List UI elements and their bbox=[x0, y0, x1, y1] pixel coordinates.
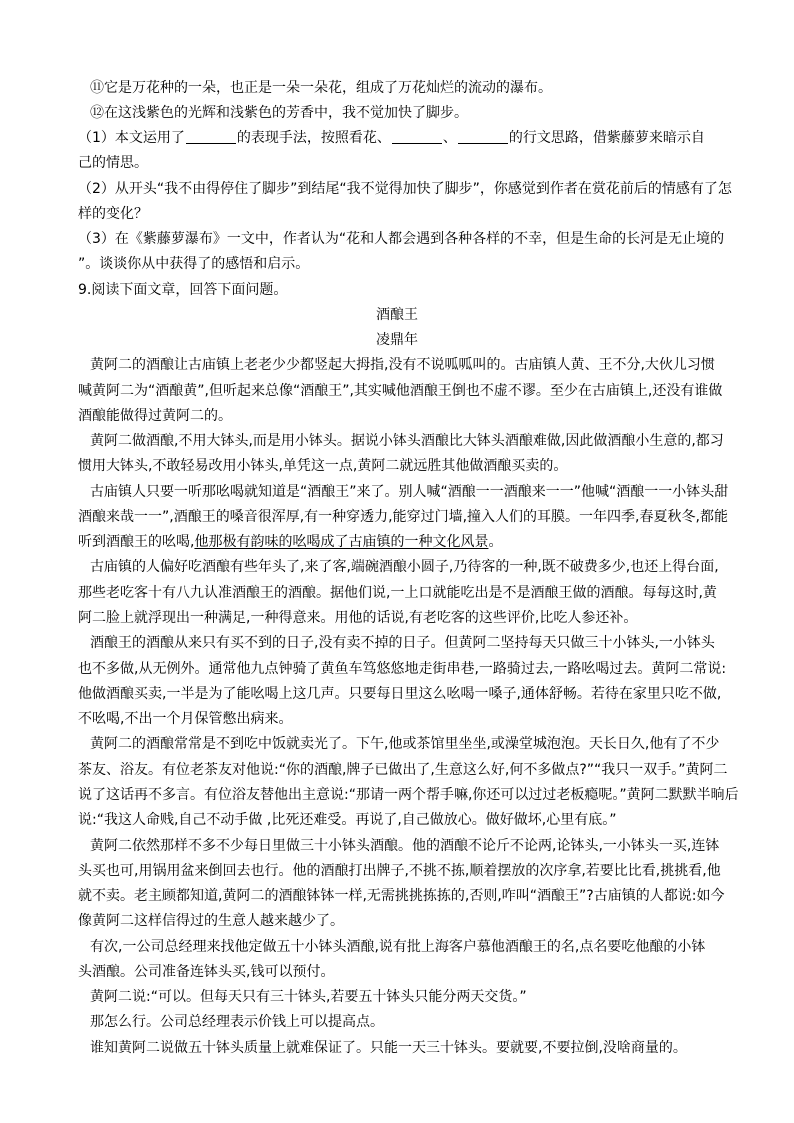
question-9-prompt: 9.阅读下面文章，回答下面问题。 bbox=[78, 282, 288, 298]
article-para-2-line: 黄阿二做酒酿,不用大钵头,而是用小钵头。据说小钵头酒酿比大钵头酒酿难做,因此做酒酿小生意的,都习 bbox=[90, 433, 724, 449]
question-8-1-text-a: （1）本文运用了 bbox=[78, 130, 185, 146]
question-8-1-text-d: 的行文思路，借紫藤萝来暗示自 bbox=[508, 130, 705, 146]
paragraph-11: ⑪它是万花种的一朵，也正是一朵一朵花，组成了万花灿烂的流动的瀑布。 bbox=[90, 80, 552, 96]
article-para-3-period: 。 bbox=[488, 534, 503, 550]
article-para-7-line: 就不卖。老主顾都知道,黄阿二的酒酿钵钵一样,无需挑挑拣拣的,否则,咋叫“酒酿王”?古庙镇的人都说:如今 bbox=[78, 888, 725, 904]
article-para-4-line: 阿二脸上就浮现出一种满足,一种得意来。用他的话说,有老吃客的这些评价,比吃人参还补。 bbox=[78, 610, 638, 626]
question-8-3-line-1: （3）在《紫藤萝瀑布》一文中，作者认为“花和人都会遇到各种各样的不幸，但是生命的长河是无止境的 bbox=[78, 231, 725, 247]
article-para-8-line: 头酒酿。公司准备连钵头买,钱可以预付。 bbox=[78, 964, 335, 980]
article-para-8-line: 有次,一公司总经理来找他定做五十小钵头酒酿,说有批上海客户慕他酒酿王的名,点名要吃他酿的小钵 bbox=[90, 939, 706, 955]
article-para-3-last-line bbox=[78, 533, 502, 551]
article-para-7-line: 像黄阿二这样信得过的生意人越来越少了。 bbox=[78, 913, 344, 929]
article-para-5-line: 他做酒酿买卖,一半是为了能吆喝上这几声。只要每日里这么吆喝一嗓子,通体舒畅。若待在家里只吃不做, bbox=[78, 686, 722, 702]
article-para-10: 那怎么行。公司总经理表示价钱上可以提高点。 bbox=[90, 1014, 384, 1030]
article-para-5-line: 酒酿王的酒酿从来只有买不到的日子,没有卖不掉的日子。但黄阿二坚持每天只做三十小钵头,一小钵头 bbox=[90, 635, 715, 651]
article-para-2-line: 惯用大钵头,不敢轻易改用小钵头,单凭这一点,黄阿二就远胜其他做酒酿买卖的。 bbox=[78, 458, 568, 474]
answer-blank-2[interactable] bbox=[392, 129, 442, 144]
question-8-1-line-2: 己的情思。 bbox=[78, 155, 148, 171]
question-8-1-text-c: 、 bbox=[442, 130, 457, 146]
paragraph-12: ⑫在这浅紫色的光辉和浅紫色的芳香中，我不觉加快了脚步。 bbox=[90, 105, 468, 121]
article-para-3-line: 酒酿来哉一一”,酒酿王的嗓音很浑厚,有一种穿透力,能穿过门墙,撞入人们的耳膜。一年四季,春夏秋冬,都能 bbox=[78, 509, 728, 525]
underlined-sentence: 他那极有韵味的吆喝成了古庙镇的一种文化风景 bbox=[194, 534, 489, 550]
question-8-2-line-1: （2）从开头“我不由得停住了脚步”到结尾“我不觉得加快了脚步”，你感觉到作者在赏花前后的情感有了怎 bbox=[78, 181, 732, 197]
article-author: 凌鼎年 bbox=[376, 332, 418, 348]
article-para-3-text: 听到酒酿王的吆喝, bbox=[78, 534, 195, 550]
article-para-6-line: 说:“我这人命贱,自己不动手做 ,比死还难受。再说了,自己做放心。做好做坏,心里有底。” bbox=[78, 812, 617, 828]
article-para-4-line: 那些老吃客十有八九认准酒酿王的酒酿。据他们说,一上口就能吃出是不是酒酿王做的酒酿。每每这时,黄 bbox=[78, 585, 717, 601]
article-para-6-line: 说了这话再不多言。有位浴友替他出主意说:“那请一两个帮手嘛,你还可以过过老板瘾呢。”黄阿二默默半晌后 bbox=[78, 787, 739, 803]
article-para-5-line: 也不多做,从无例外。通常他九点钟骑了黄鱼车笃悠悠地走街串巷,一路骑过去,一路吆喝过去。黄阿二常说: bbox=[78, 661, 727, 677]
article-para-7-line: 头买也可,用锅用盆来倒回去也行。他的酒酿打出牌子,不挑不拣,顺着摆放的次序拿,若要比比看,挑挑看,他 bbox=[78, 863, 721, 879]
article-para-9: 黄阿二说:“可以。但每天只有三十钵头,若要五十钵头只能分两天交货。” bbox=[90, 989, 527, 1005]
question-8-1 bbox=[78, 129, 705, 147]
article-para-4-line: 古庙镇的人偏好吃酒酿有些年头了,来了客,端碗酒酿小圆子,乃待客的一种,既不破费多少,也还上得台面, bbox=[90, 559, 719, 575]
article-title: 酒酿王 bbox=[376, 307, 418, 323]
article-para-3-line: 古庙镇人只要一听那吆喝就知道是“酒酿王”来了。别人喊“酒酿一一酒酿来一一”他喊“酒酿一一小钵头甜 bbox=[90, 484, 729, 500]
article-para-11: 谁知黄阿二说做五十钵头质量上就难保证了。只能一天三十钵头。要就要,不要拉倒,没啥商量的。 bbox=[90, 1040, 687, 1056]
answer-blank-3[interactable] bbox=[458, 129, 508, 144]
article-para-6-line: 茶友、浴友。有位老茶友对他说:“你的酒酿,牌子已做出了,生意这么好,何不多做点?”“我只一双手。”黄阿二 bbox=[78, 762, 728, 778]
article-para-6-line: 黄阿二的酒酿常常是不到吃中饭就卖光了。下午,他或茶馆里坐坐,或澡堂城泡泡。天长日久,他有了不少 bbox=[90, 736, 720, 752]
question-8-2-line-2: 样的变化？ bbox=[78, 206, 148, 222]
answer-blank-1[interactable] bbox=[186, 129, 236, 144]
article-para-1-line: 喊黄阿二为“酒酿黄”,但听起来总像“酒酿王”,其实喊他酒酿王倒也不虚不谬。至少在古庙镇上,还没有谁做 bbox=[78, 383, 723, 399]
article-para-7-line: 黄阿二依然那样不多不少每日里做三十小钵头酒酿。他的酒酿不论斤不论两,论钵头,一小钵头一买,连钵 bbox=[90, 838, 720, 854]
article-para-1-line: 黄阿二的酒酿让古庙镇上老老少少都竖起大拇指,没有不说呱呱叫的。古庙镇人黄、王不分,大伙儿习惯 bbox=[90, 357, 715, 373]
article-para-5-line: 不吆喝,不出一个月保管憋出病来。 bbox=[78, 711, 293, 727]
question-8-1-text-b: 的表现手法，按照看花、 bbox=[236, 130, 391, 146]
article-para-1-line: 酒酿能做得过黄阿二的。 bbox=[78, 408, 232, 424]
question-8-3-line-2: ”。谈谈你从中获得了的感悟和启示。 bbox=[78, 256, 310, 272]
